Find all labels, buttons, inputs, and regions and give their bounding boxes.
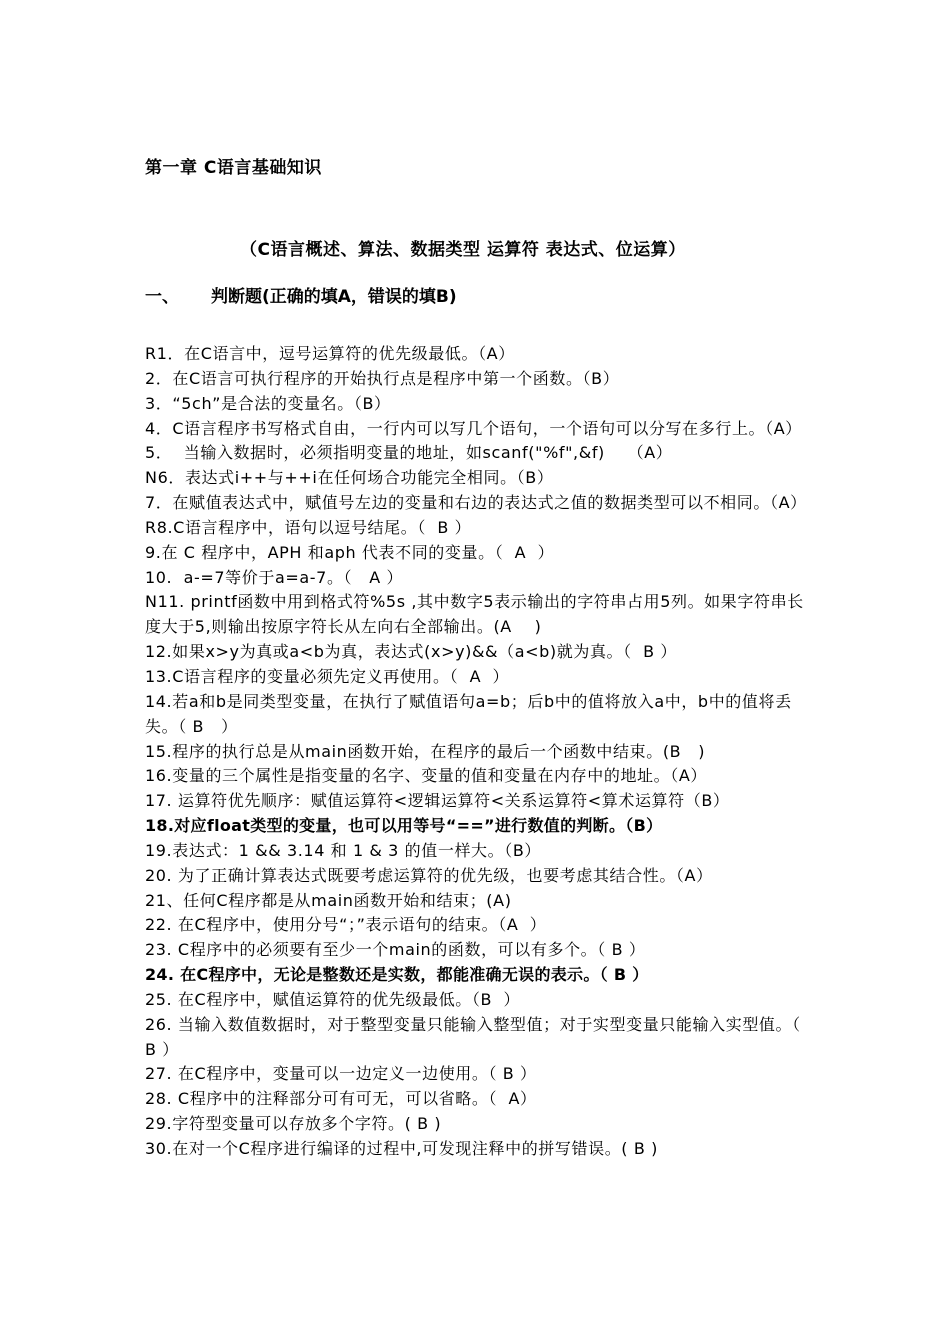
question-item: 2．在C语言可执行程序的开始执行点是程序中第一个函数。（B） xyxy=(145,368,620,388)
section-heading xyxy=(145,282,457,307)
question-item: 10. a-=7等价于a=a-7。（ A ） xyxy=(145,567,404,587)
question-item: 18.对应float类型的变量，也可以用等号“==”进行数值的判断。（B） xyxy=(145,816,663,836)
question-item: 23. C程序中的必须要有至少一个main的函数，可以有多个。（ B ） xyxy=(145,940,646,960)
question-item: 19.表达式：1 && 3.14 和 1 & 3 的值一样大。（B） xyxy=(145,840,542,860)
question-item: 26. 当输入数值数据时，对于整型变量只能输入整型值；对于实型变量只能输入实型值。（ B ） xyxy=(145,1014,807,1059)
question-item: 16.变量的三个属性是指变量的名字、变量的值和变量在内存中的地址。（A） xyxy=(145,766,707,786)
question-item: 12.如果x>y为真或a<b为真，表达式(x>y)&&（a<b)就为真。（ B ） xyxy=(145,642,677,662)
question-item: R8.C语言程序中，语句以逗号结尾。（ B ） xyxy=(145,517,472,537)
question-item: 24. 在C程序中，无论是整数还是实数，都能准确无误的表示。（ B ） xyxy=(145,965,649,985)
section-number: 一、 xyxy=(145,287,179,307)
question-list xyxy=(145,342,815,1162)
chapter-title: 第一章 C语言基础知识 xyxy=(145,158,322,178)
question-item: 28. C程序中的注释部分可有可无，可以省略。（ A） xyxy=(145,1089,537,1109)
question-item: 22. 在C程序中，使用分号“；”表示语句的结束。（A ） xyxy=(145,915,547,935)
question-item: 9.在 C 程序中，APH 和aph 代表不同的变量。（ A ） xyxy=(145,542,555,562)
section-title: 判断题(正确的填A，错误的填B) xyxy=(211,287,457,307)
question-item: 20. 为了正确计算表达式既要考虑运算符的优先级，也要考虑其结合性。（A） xyxy=(145,865,713,885)
question-item: R1．在C语言中，逗号运算符的优先级最低。（A） xyxy=(145,344,515,363)
question-item: 3．“5ch”是合法的变量名。（B） xyxy=(145,393,391,413)
question-item: 13.C语言程序的变量必须先定义再使用。（ A ） xyxy=(145,666,510,686)
question-item: 7．在赋值表达式中，赋值号左边的变量和右边的表达式之值的数据类型可以不相同。（A） xyxy=(145,493,807,513)
chapter-subtitle: （C语言概述、算法、数据类型 运算符 表达式、位运算） xyxy=(240,240,686,260)
question-item: N6．表达式i++与++i在任何场合功能完全相同。（B） xyxy=(145,468,554,488)
question-item: 14.若a和b是同类型变量，在执行了赋值语句a=b；后b中的值将放入a中，b中的值将丢失。（ B ） xyxy=(145,691,792,736)
question-item: 17. 运算符优先顺序：赋值运算符<逻辑运算符<关系运算符<算术运算符（B） xyxy=(145,791,730,811)
question-item: 25. 在C程序中，赋值运算符的优先级最低。（B ） xyxy=(145,989,521,1009)
question-item: 5． 当输入数据时，必须指明变量的地址，如scanf("%f",&f) （A） xyxy=(145,443,673,463)
question-item: 21、任何C程序都是从main函数开始和结束；(A) xyxy=(145,890,512,910)
question-item: 4．C语言程序书写格式自由，一行内可以写几个语句，一个语句可以分写在多行上。（A） xyxy=(145,418,802,438)
question-item: 30.在对一个C程序进行编译的过程中,可发现注释中的拼写错误。( B ) xyxy=(145,1139,658,1158)
question-item: 29.字符型变量可以存放多个字符。( B ) xyxy=(145,1114,442,1134)
question-item: 15.程序的执行总是从main函数开始，在程序的最后一个函数中结束。(B ) xyxy=(145,741,706,761)
question-item: 27. 在C程序中，变量可以一边定义一边使用。（ B ） xyxy=(145,1064,537,1084)
question-item: N11. printf函数中用到格式符%5s ,其中数字5表示输出的字符串占用5列。如果字符串长度大于5,则输出按原字符长从左向右全部输出。(A ) xyxy=(145,592,804,637)
